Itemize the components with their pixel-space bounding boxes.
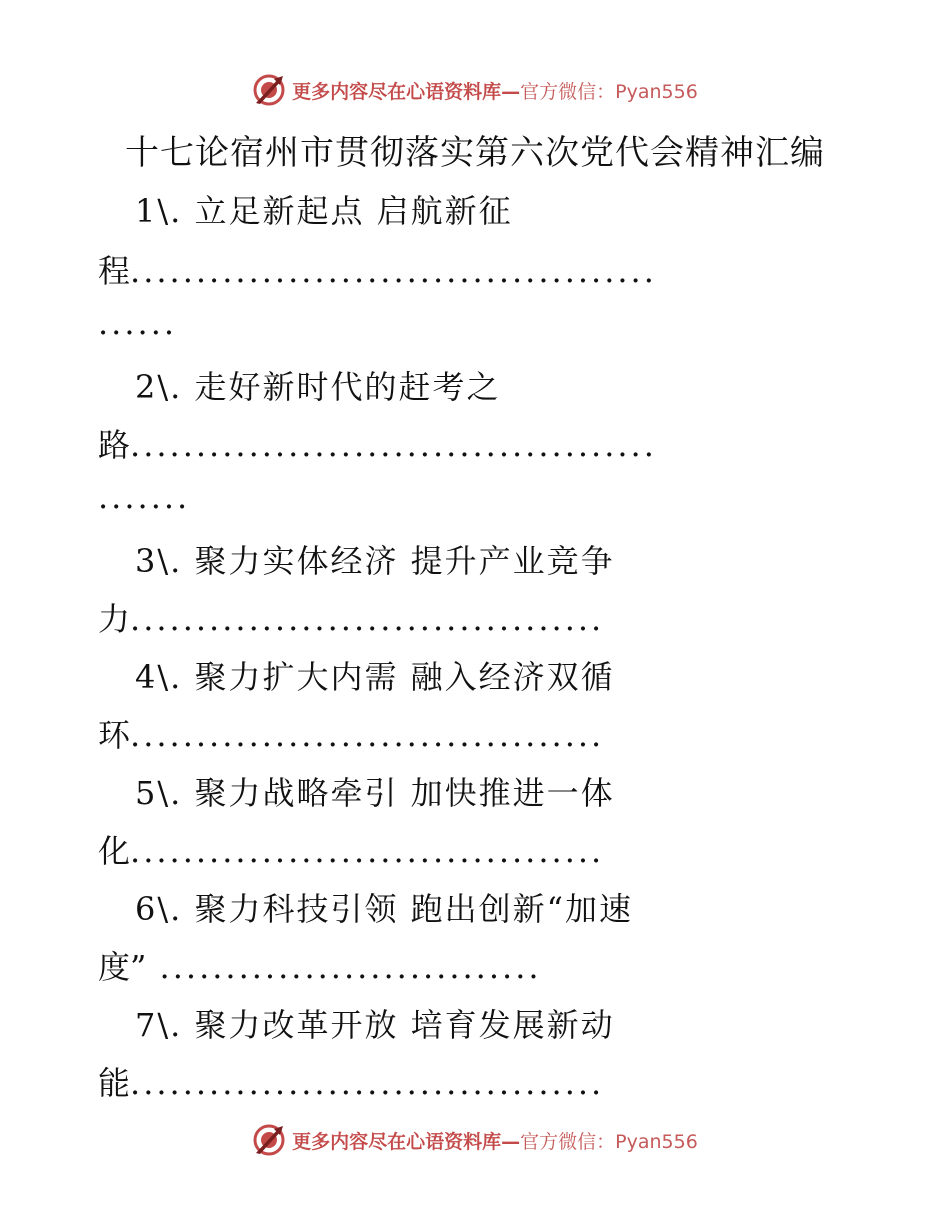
toc-number: 2\. <box>135 368 183 406</box>
quill-logo-icon <box>252 1123 286 1157</box>
toc-title: 聚力战略牵引 加快推进一体 <box>194 774 615 812</box>
toc-title-wrap: 环 <box>98 716 131 754</box>
toc-number: 5\. <box>135 774 183 812</box>
toc-number: 7\. <box>135 1006 183 1044</box>
toc-title-wrap: 程 <box>98 252 131 290</box>
toc-leader-continuation: ...... <box>98 304 178 342</box>
toc-number: 1\. <box>135 192 183 230</box>
toc-title: 走好新时代的赶考之 <box>194 368 501 406</box>
toc-title: 立足新起点 启航新征 <box>194 192 513 230</box>
toc-leader-dots: .................................... <box>130 716 605 754</box>
toc-number: 6\. <box>135 890 183 928</box>
toc-title: 聚力改革开放 培育发展新动 <box>194 1006 615 1044</box>
banner-text: 更多内容尽在心语资料库—官方微信：Pyan556 <box>292 1130 698 1153</box>
header-banner <box>0 70 950 110</box>
toc-leader-continuation: ....... <box>98 478 191 516</box>
toc-title-wrap: 能 <box>98 1064 131 1102</box>
quill-logo-icon <box>252 73 286 107</box>
toc-leader-dots: .................................... <box>130 832 605 870</box>
toc-title-wrap: 路 <box>98 426 131 464</box>
toc-title: 聚力扩大内需 融入经济双循 <box>194 658 615 696</box>
toc-title: 聚力实体经济 提升产业竞争 <box>194 542 615 580</box>
footer-banner <box>0 1120 950 1160</box>
toc-leader-dots: .................................... <box>130 600 605 638</box>
toc-title: 聚力科技引领 跑出创新“加速 <box>194 890 634 928</box>
toc-number: 4\. <box>135 658 183 696</box>
toc-number: 3\. <box>135 542 183 580</box>
toc-leader-dots: ........................................ <box>130 252 657 290</box>
toc-leader-dots: ............................. <box>146 948 542 986</box>
document-title: 十七论宿州市贯彻落实第六次党代会精神汇编 <box>125 133 825 173</box>
toc-title-wrap: 力 <box>98 600 131 638</box>
toc-title-wrap: 度” <box>98 948 147 986</box>
toc-title-wrap: 化 <box>98 832 131 870</box>
banner-text: 更多内容尽在心语资料库—官方微信：Pyan556 <box>292 80 698 103</box>
toc-leader-dots: ........................................ <box>130 426 657 464</box>
toc-leader-dots: .................................... <box>130 1064 605 1102</box>
